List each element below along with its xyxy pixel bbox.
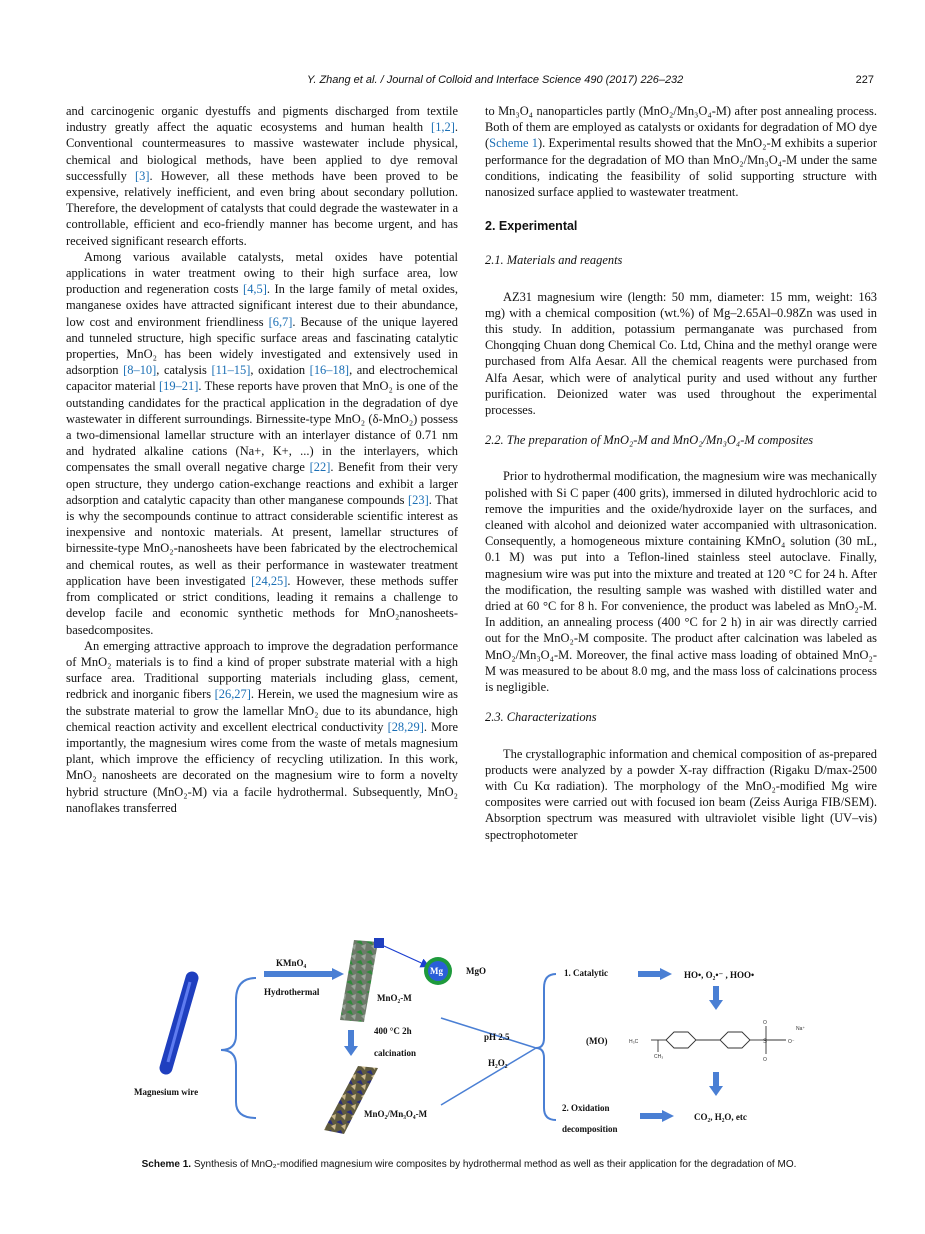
ch3-text: CH₃ [654,1054,664,1060]
citation-link[interactable]: [26,27] [214,687,251,702]
section-heading: 2. Experimental [485,219,578,234]
subsection-heading: 2.2. The preparation of MnO₂-M and MnO₂/Mn₃O₄-M composites [485,433,814,448]
citation-link[interactable]: [28,29] [387,719,424,734]
citation-link[interactable]: [24,25] [251,573,288,588]
sodium-text: Na⁺ [796,1026,806,1032]
oxygen-bottom-text: O [763,1057,767,1063]
page-number: 227 [855,74,874,86]
left-brace [221,978,256,1118]
calcination-label: calcination [374,1048,416,1058]
citation-link[interactable]: [6,7] [268,314,293,329]
scheme-caption [64,1159,874,1170]
citation-link[interactable]: [22] [309,460,331,475]
scheme-figure [96,930,856,1140]
oxygen-top-text: O [763,1020,767,1026]
caption-text: Synthesis of MnO₂-modified magnesium wire composites by hydrothermal method as well as their application for the degradation of MO. [193,1159,797,1170]
ph-label: pH 2.5 [484,1032,510,1042]
citation-link[interactable]: [23] [408,492,429,507]
oxidation-arrow [662,1110,674,1122]
hydrothermal-label: Hydrothermal [264,987,320,997]
citation-link[interactable]: [1,2] [431,120,455,135]
subsection-heading: 2.3. Characterizations [485,710,597,725]
scheme-link[interactable]: Scheme 1 [489,136,538,151]
catalytic-label: 1. Catalytic [564,968,608,978]
citation-link[interactable]: [19–21] [159,379,199,394]
mno2-modified-wire-image [340,938,384,1022]
paragraph: Among various available catalysts, metal oxides have potential applications in water treatment owing to their high surface area, low production and regeneration costs [4,5]. In the large family of metal oxides, manganese oxides have attracted significant interest due to their abundance, low cost and environment friendliness [6,7]. Because of the unique layered and tunneled structure, high specific surface areas and fascinating catalytic properties, MnO₂ has been widely investigated and extensively used in adsorption [8–10], catalysis [11–15], oxidation [16–18], and electrochemical capacitor material [19–21]. These reports have proven that MnO₂ is one of the outstanding candidates for the practical application in the degradation of dye wastewater in different surroundings. Birnessite-type MnO₂ (δ-MnO₂) possess a two-dimensional lamellar structure with an interlayer distance of 0.71 nm and hydrated alkaline cations (Na+, K+, ...) in the interlayers, which compensates the small overall negative charge [22]. Benefit from their very open structure, they undergo cation-exchange reactions and exhibit a larger adsorption and catalytic capacity than other manganese compounds [23]. That is why the secompounds continue to attract considerable scientific interest as inexpensive and nontoxic materials. At present, lamellar structures of birnessite-type MnO₂-nanosheets have been fabricated by the electrochemical and chemical routes, as well as their performance in wastewater treatment application have been investigated [24,25]. However, these methods suffer from complicated or strict conditions, leading it remains a challenge to develop facile and economic synthetic methods for MnO₂nanosheets-basedcomposites. [66,249,459,637]
citation-link[interactable]: [8–10] [123,363,157,378]
magnesium-wire-image [166,978,192,1068]
caption-label: Scheme 1. [141,1159,192,1170]
magnesium-wire-label: Magnesium wire [134,1087,199,1097]
mo-label: (MO) [586,1036,608,1046]
h3c-text: H₃C [629,1039,639,1045]
citation-link[interactable]: [3] [135,168,150,183]
journal-citation: Y. Zhang et al. / Journal of Colloid and Interface Science 490 (2017) 226–232 [307,74,684,86]
paragraph: AZ31 magnesium wire (length: 50 mm, diameter: 15 mm, weight: 163 mg) with a chemical composition (wt.%) of Mg–2.65Al–0.98Zn was used in this study. In addition, potassium permanganate was purchased from Chongqing Chuan dong Chemical Co. Ltd, China and the methyl orange were purchased from Alfa Aesar. All the chemical reagents were purchased from Alfa Aesar, which were of analytical purity and used without any further purification. Deionized water was used throughout the experimental processes. [485,289,877,418]
right-brace [536,974,556,1120]
paragraph: An emerging attractive approach to improve the degradation performance of MnO₂ materials is to find a kind of proper substrate material with a high surface area. Traditional supporting materials including glass, cement, redbrick and inorganic fibers [26,27]. Herein, we used the magnesium wire as the substrate material to grow the lamellar MnO₂ due to its abundance, high chemical reaction activity and excellent electrical conductivity [28,29]. More importantly, the magnesium wires come from the waste of metals magnesium plant, which improve the efficiency of recycling utilization. In this work, MnO₂ nanosheets are decorated on the magnesium wire to form a novelty hybrid structure (MnO₂-M) via a facile hydrothermal. Subsequently, MnO₂ nanoflakes transferred [66,638,458,815]
citation-link[interactable]: [16–18] [309,363,350,378]
radicals-label: HO•, O₂•⁻ , HOO• [684,970,755,980]
o-minus-text: O⁻ [788,1039,795,1045]
products-label: CO₂, H₂O, etc [694,1112,747,1122]
citation-link[interactable]: [11–15] [211,363,251,378]
catalytic-arrow [660,968,672,980]
mg-label: Mg [430,966,443,976]
composite-label: MnO₂/Mn₃O₄-M [364,1109,428,1119]
sulfur-text: S [763,1039,768,1045]
composite-wire-image [324,1066,378,1134]
mgo-label: MgO [466,966,486,976]
oxidation-label: 2. Oxidation [562,1103,610,1113]
mno2m-label: MnO₂-M [377,993,412,1003]
h2o2-label: H₂O₂ [488,1058,508,1068]
citation-link[interactable]: [4,5] [243,282,267,297]
left-column [66,103,458,816]
temperature-label: 400 °C 2h [374,1026,412,1036]
paragraph: to Mn₃O₄ nanoparticles partly (MnO₂/Mn₃O₄-M) after post annealing process. Both of them are employed as catalysts or oxidants for degradation of MO dye (Scheme 1). Experimental results showed that the MnO₂-M exhibits a superior performance for the degradation of MO than MnO₂/Mn₃O₄-M under the same conditions, indicating the feasibility of solid supporting structure with nanosized surface applied to wastewater treatment. [485,104,877,200]
subsection-heading: 2.1. Materials and reagents [485,253,623,268]
paragraph: and carcinogenic organic dyestuffs and pigments discharged from textile industry greatly affect the aquatic ecosystems and human health [1,2]. Conventional countermeasures to massive wastewater include physical, chemical and biological methods, have been applied to dye removal successfully [3]. However, all these methods have been proved to be expensive, relatively inefficient, and even bring about secondary pollution. Therefore, the development of catalysts that could degrade the wastewater in a controllable, efficient and eco-friendly manner has become urgent, and has received significant research efforts. [66,104,458,248]
paragraph: Prior to hydrothermal modification, the magnesium wire was mechanically polished with Si C paper (400 grits), immersed in diluted hydrochloric acid to remove the impurities and the oxide/hydroxide layer on the surfaces, and cleaned with alcohol and deionized water accompanied with ultrasonication. Consequently, a homogeneous mixture containing KMnO₄ solution (30 mL, 0.1 M) was put into a Teflon-lined stainless steel autoclave. Finally, magnesium wire was put into the mixture and treated at 120 °C for 24 h. After the modification, the resulting sample was washed with distilled water and dried at 60 °C for 8 h. For convenience, the product was labeled as MnO₂-M. In addition, an annealing process (400 °C for 2 h) in air was directly carried out for the MnO₂-M composite. The product after calcination was labeled as MnO₂/Mn₃O₄-M. Moreover, the final active mass loading of obtained MnO₂-M was measured to be about 8.0 mg, and the mass loss of calcinations process is negligible. [485,469,877,695]
right-column [485,103,877,843]
decomposition-label: decomposition [562,1124,618,1134]
paragraph: The crystallographic information and chemical composition of as-prepared products were analyzed by a powder X-ray diffraction (Rigaku D/max-2500 with Cu Kα radiation). The morphology of the MnO₂-modified Mg wire composites were carried out with focused ion beam (Zeiss Auriga FIB/SEM). Absorption spectrum was measured with ultraviolet visible light (UV–vis) spectrophotometer [485,746,877,842]
kmno4-label: KMnO₄ [276,958,307,968]
